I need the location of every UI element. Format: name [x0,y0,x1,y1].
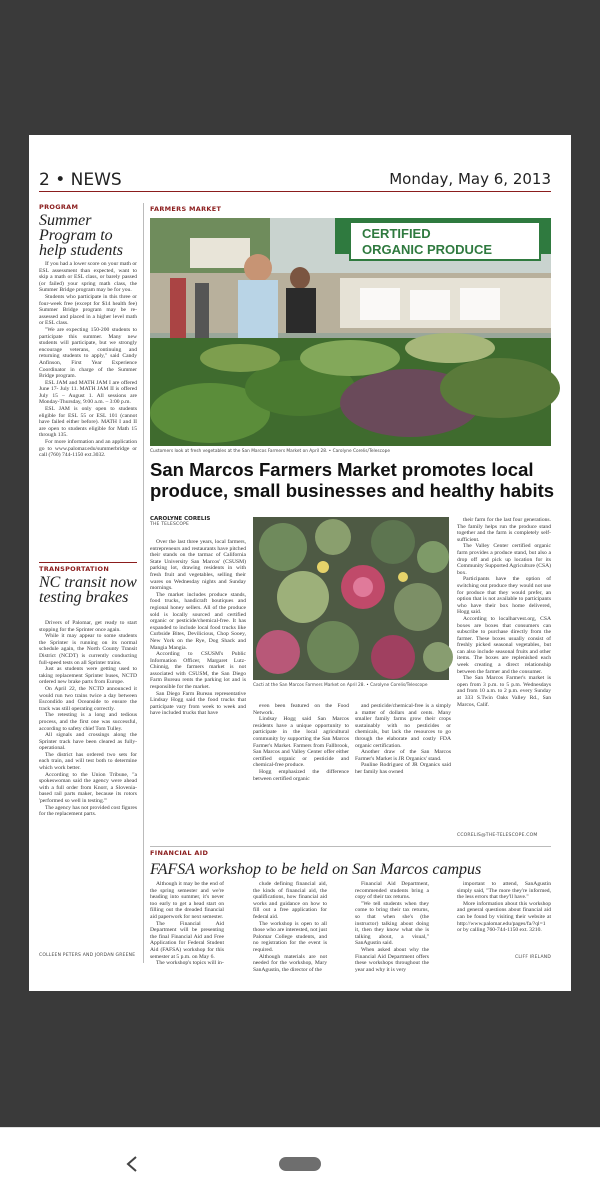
program-kicker: PROGRAM [39,203,79,211]
paragraph: The Financial Aid Department will be presenting the final Financial Aid and Free Application for Federal Student Aid (FAFSA) workshop for this semester at 5 p.m. on May 6. [150,920,224,960]
summer-program-body [39,261,137,543]
back-button[interactable] [120,1150,144,1178]
fafsa-col-3 [355,881,429,973]
paragraph: "We tell students when they come to bring their tax returns, so that when she's (the instructor) talking about doing it, then they know what she is talking about, a visual," SanAgustin said. [355,900,429,947]
paragraph: More information about this workshop and general questions about financial aid can be found by visiting their website at http://www.palomar.edu/pages/fa/?ql=1 or by calling 760-744-1150 ext. 3210. [457,900,551,934]
nc-transit-body [39,620,137,950]
fafsa-col-2 [253,881,327,973]
paragraph: On April 22, the NCTD announced it would run two trains twice a day between Escondido and Oceanside to ensure the track was still operating correctly. [39,685,137,712]
paragraph: San Diego Farm Bureau representative Lindsay Hogg said the food trucks that participate vary from week to week and have included trucks that have [150,690,246,717]
farmers-market-kicker: FARMERS MARKET [150,205,222,213]
section-label: 2 • NEWS [39,170,122,190]
farmers-market-photo-graphic [150,218,551,446]
summer-program-headline: Summer Program to help students [39,212,123,259]
column-divider [143,203,144,963]
paragraph: Another draw of the San Marcos Farmer's Market is JR Organics' stand. [355,749,451,762]
byline-name: CAROLYNE CORELIS [150,516,211,522]
paragraph: The agency has not provided cost figures for the replacement parts. [39,804,137,818]
navigation-bar [0,1127,600,1199]
byline-org: THE TELESCOPE [150,522,190,527]
paragraph: clude defining financial aid, the kinds of financial aid, the qualifications, how financial aid works and guidance on how to fill out a free application for federal aid. [253,881,327,920]
paragraph: even been featured on the Food Network. [253,703,349,716]
paragraph: When asked about why the Financial Aid Department offers these workshops throughout the year and why it is very [355,946,429,973]
photo-caption-2: Cacti at the San Marcos Farmers Market on April 28. • Carolyne Corelis/Telescope [253,683,428,688]
financial-aid-kicker: FINANCIAL AID [150,849,209,857]
paragraph: important to attend, SanAgustin simply said, "The more they're informed, the less errors that they'll have." [457,881,551,901]
paragraph: The workshop's topics will in- [156,960,224,967]
cacti-photo-graphic [253,517,449,680]
paragraph: Students who participate in this three or four-week free (except for $14 health fee) Summer Bridge program may be re-assessed and placed in a higher level math or ESL class. [39,293,137,327]
farmers-market-photo [150,218,551,446]
paragraph: "We are expecting 150-200 students to participate this summer. Many new students will participate, but we strongly encourage veterans, continuing and returning students to apply," said Candy Anfinson, First Year Experience Coordinator in charge of the Summer Bridge program. [39,326,137,380]
paragraph: ESL JAM and MATH JAM I are offered June 17- July 11. MATH JAM II is offered July 15 – August 1. All sessions are Monday-Thursday, 9:00 a.m. – 3:00 p.m. [39,379,137,406]
farmers-market-col-1 [150,539,246,844]
paragraph: ESL JAM is only open to students eligible for ESL 55 or ESL 101 (cannot have failed either before). MATH I and II are open to students eligible for Math 15 through 135. [39,406,137,439]
farmers-market-byline [150,516,210,527]
fafsa-byline: CLIFF IRELAND [514,955,551,960]
fafsa-col-1 [150,881,224,967]
nc-transit-headline: NC transit now testing brakes [39,574,137,606]
issue-date: Monday, May 6, 2013 [389,170,551,188]
page-header [39,170,551,192]
paragraph: According to localharvest.org, CSA boxes are boxes that consumers can subscribe to purchase directly from the farmer. These boxes usually consist of freshly picked seasonal vegetables, but can also include seasonal fruits and other items. The boxes are replenished each week creating a direct relationship between the farmer and the consumer. [457,615,551,675]
paragraph: Participants have the option of switching out produce they would not use for produce that they would prefer, an option that is not available to participants who have their box home delivered, Hogg said. [457,576,551,616]
transportation-kicker: TRANSPORTATION [39,565,110,573]
paragraph: Although materials are not needed for the workshop, Mary SanAgustin, the director of the [253,953,327,973]
paragraph: According to CSUSM's Public Information Officer, Margaret Lutz-Chinnig, the farmers market is not associated with CSUSM, the San Diego Farm Bureau rents the parking lot and is responsible for the market. [150,651,246,691]
paragraph: Financial Aid Department, recommended students bring a copy of their tax returns. [355,881,429,901]
paragraph: All signals and crossings along the Sprinter track have been cleared as fully-operational. [39,732,137,752]
paragraph: Over the last three years, local farmers, entrepreneurs and restaurants have pitched their stands on the tarmac of California State University San Marcos' (CSUSM) parking lot, drawing residents in with fresh fruit and vegetables, selling their wares on Wednesday nights and Sunday mornings. [150,539,246,592]
paragraph: Although it may be the end of the spring semester and we're heading into summer, it's never too early to get a head start on filling out the dreaded financial aid paperwork for next semester. [150,881,224,920]
summer-program-article [39,203,137,543]
paragraph: For more information and an application go to www.palomar.edu/summerbridge or call (760) 744-1150 ext.3032. [39,439,137,459]
section-rule [150,846,551,847]
paragraph: If you had a lower score on your math or ESL assessment than expected, want to skip a math or ESL class, or barely passed (or failed) your spring math class, the Summer Bridge program may be for you. [39,261,137,294]
paragraph: The San Marcos Farmer's market is open from 3 p.m. to 5 p.m. Wednesdays and from 10 a.m. to 2 p.m. every Sunday at 333 S.Twin Oaks Valley Rd., San Marcos, Calif. [457,675,551,708]
farmers-market-col-2 [253,703,349,844]
paragraph: their farm for the last four generations. The family helps run the produce stand together and the farm is completely self-sufficient. [457,517,551,543]
paragraph: According to the Union Tribune, "a spokeswoman said the agency were ahead with a full order from Knorr, a Slovenia-based rail parts maker, because its rotors 'performed so well in testing.'" [39,771,137,805]
paragraph: The Valley Center certified organic farm provides a produce stand, but also a drop off and pick up location for its Community Supported Agriculture (CSA) box. [457,543,552,576]
fafsa-col-4 [457,881,551,951]
fafsa-headline: FAFSA workshop to be held on San Marcos campus [150,861,482,878]
nc-transit-byline: COLLEEN PETERS AND JORDAN GREENE [39,953,136,958]
newspaper-page[interactable] [29,135,571,991]
farmers-market-col-3 [355,703,451,844]
farmers-market-col-4 [457,517,551,831]
farmers-market-headline: San Marcos Farmers Market promotes local produce, small businesses and healthy habits [150,459,555,501]
paragraph: While it may appear to some students the Sprinter is running on its normal schedule again, the North County Transit District (NCDT) is currently conducting full-speed tests on all Sprinter trains. [39,633,137,666]
paragraph: Just as students were getting used to taking replacement Sprinter buses, NCTD ordered new brake parts from Europe. [39,666,137,686]
photo-caption-1: Customers look at fresh vegetables at the San Marcos Farmers Market on April 28. • Carolyne Corelis/Telescope [150,449,390,454]
cacti-photo [253,517,449,680]
paragraph: The workshop is open to all those who are interested, not just Palomar College students, and no registration for the event is required. [253,920,327,953]
nc-transit-header [39,562,137,608]
sign-certified: CERTIFIED [362,226,431,241]
chevron-left-icon [125,1155,139,1173]
paragraph: and pesticide/chemical-free is a simply a matter of dollars and cents. Many smaller family farms grow their crops sustainably with no pesticides or chemicals, but lack the resources to go through the elaborate and costly FDA organic certification. [355,703,451,749]
status-bar [0,0,600,24]
farmers-market-email-byline: CCORELIS@THE-TELESCOPE.COM [457,833,538,838]
sign-organic-produce: ORGANIC PRODUCE [362,242,493,257]
home-pill-icon[interactable] [279,1157,321,1171]
paragraph: The district has ordered two sets for each train, and will test both to determine which work better. [39,751,137,772]
paragraph: Drivers of Palomar, get ready to start stopping for the Sprinter once again. [39,620,137,633]
paragraph: Lindsay Hogg said San Marcos residents have a unique opportunity to participate in the local agricultural community by supporting the San Marcos Farmer's Market. Farmers from Fallbrook, San Marcos and Valley Center offer either certified organic or pesticide and chemical-free produce. [253,716,349,769]
paragraph: Pauline Rodriguez of JR Organics said her family has owned [355,762,451,775]
paragraph: Hogg emphasized the difference between certified organic [253,768,349,782]
paragraph: The market includes produce stands, food trucks, handicraft boutiques and regional honey sellers. All of the produce sold is locally sourced and certified organic or pesticide/chemical-free. It has expanded to include local food trucks like Curbside Bites, Devilicious, Chop Sooey, New York on the Rye, Dog Shack and Mangia Mangia. [150,591,246,651]
paragraph: The retesting is a long and tedious process, and the first one was successful, according to safety chief Tom Tulley. [39,712,137,732]
